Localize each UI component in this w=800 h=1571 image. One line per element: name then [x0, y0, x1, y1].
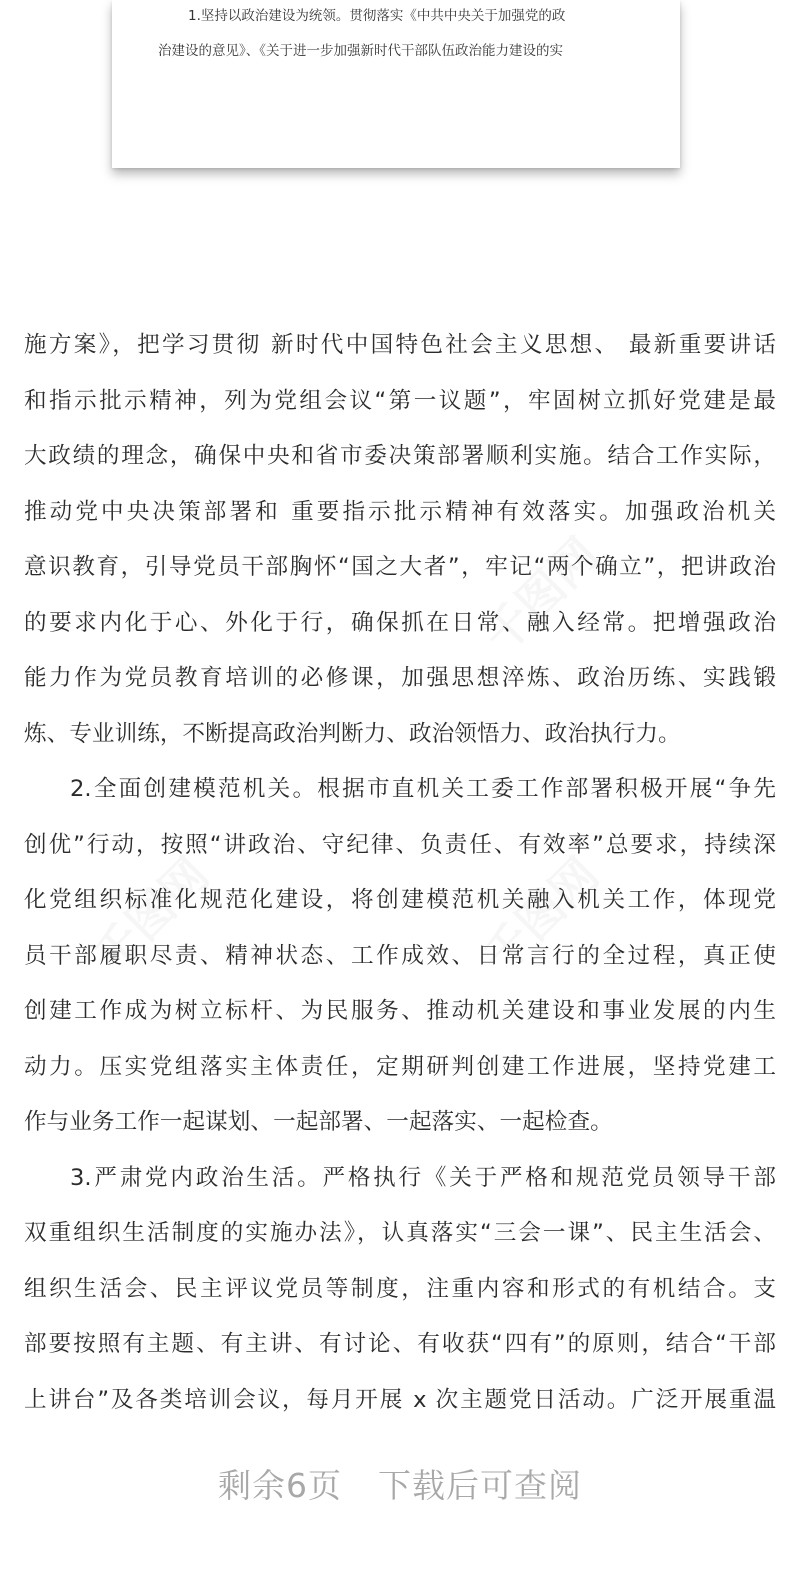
document-body: [24, 318, 776, 1428]
card-line-2: 治建设的意见》、《关于进一步加强新时代干部队伍政治能力建设的实: [158, 43, 563, 59]
download-prompt-banner[interactable]: [0, 1460, 800, 1507]
body-line: 员干部履职尽责、精神状态、工作成效、日常言行的全过程，真正使: [24, 942, 776, 969]
body-line: 3.严肃党内政治生活。严格执行《关于严格和规范党员领导干部: [70, 1164, 776, 1191]
body-line: 创优”行动，按照“讲政治、守纪律、负责任、有效率”总要求，持续深: [24, 831, 776, 858]
body-line: 动力。压实党组落实主体责任，定期研判创建工作进展，坚持党建工: [24, 1053, 776, 1080]
body-line: 作与业务工作一起谋划、一起部署、一起落实、一起检查。: [24, 1109, 613, 1135]
body-line: 双重组织生活制度的实施办法》，认真落实“三会一课”、民主生活会、: [24, 1220, 776, 1246]
body-line: 的要求内化于心、外化于行，确保抓在日常、融入经常。把增强政治: [24, 609, 776, 636]
body-line: 创建工作成为树立标杆、为民服务、推动机关建设和事业发展的内生: [24, 998, 776, 1024]
card-line-1: 1.坚持以政治建设为统领。贯彻落实《中共中央关于加强党的政: [188, 8, 566, 24]
previous-page-card: [112, 0, 680, 168]
remaining-pages-text: 剩余6页: [218, 1466, 342, 1505]
body-line: 意识教育，引导党员干部胸怀“国之大者”，牢记“两个确立”，把讲政治: [24, 554, 776, 580]
body-line: 能力作为党员教育培训的必修课，加强思想淬炼、政治历练、实践锻: [24, 665, 776, 691]
body-line: 炼、专业训练，不断提高政治判断力、政治领悟力、政治执行力。: [24, 720, 681, 747]
body-line: 组织生活会、民主评议党员等制度，注重内容和形式的有机结合。支: [24, 1275, 776, 1302]
body-line: 和指示批示精神，列为党组会议“第一议题”，牢固树立抓好党建是最: [24, 387, 776, 414]
body-line: 部要按照有主题、有主讲、有讨论、有收获“四有”的原则，结合“干部: [24, 1331, 776, 1357]
body-line: 大政绩的理念，确保中央和省市委决策部署顺利实施。结合工作实际，: [24, 443, 776, 469]
download-to-view-text: 下载后可查阅: [378, 1466, 582, 1505]
body-line: 施方案》，把学习贯彻 新时代中国特色社会主义思想、 最新重要讲话: [24, 332, 776, 358]
body-line: 2.全面创建模范机关。根据市直机关工委工作部署积极开展“争先: [70, 776, 776, 802]
body-line: 推动党中央决策部署和 重要指示批示精神有效落实。加强政治机关: [24, 498, 776, 525]
body-line: 化党组织标准化规范化建设，将创建模范机关融入机关工作，体现党: [24, 887, 776, 913]
body-line: 上讲台”及各类培训会议，每月开展 x 次主题党日活动。广泛开展重温: [24, 1386, 776, 1413]
